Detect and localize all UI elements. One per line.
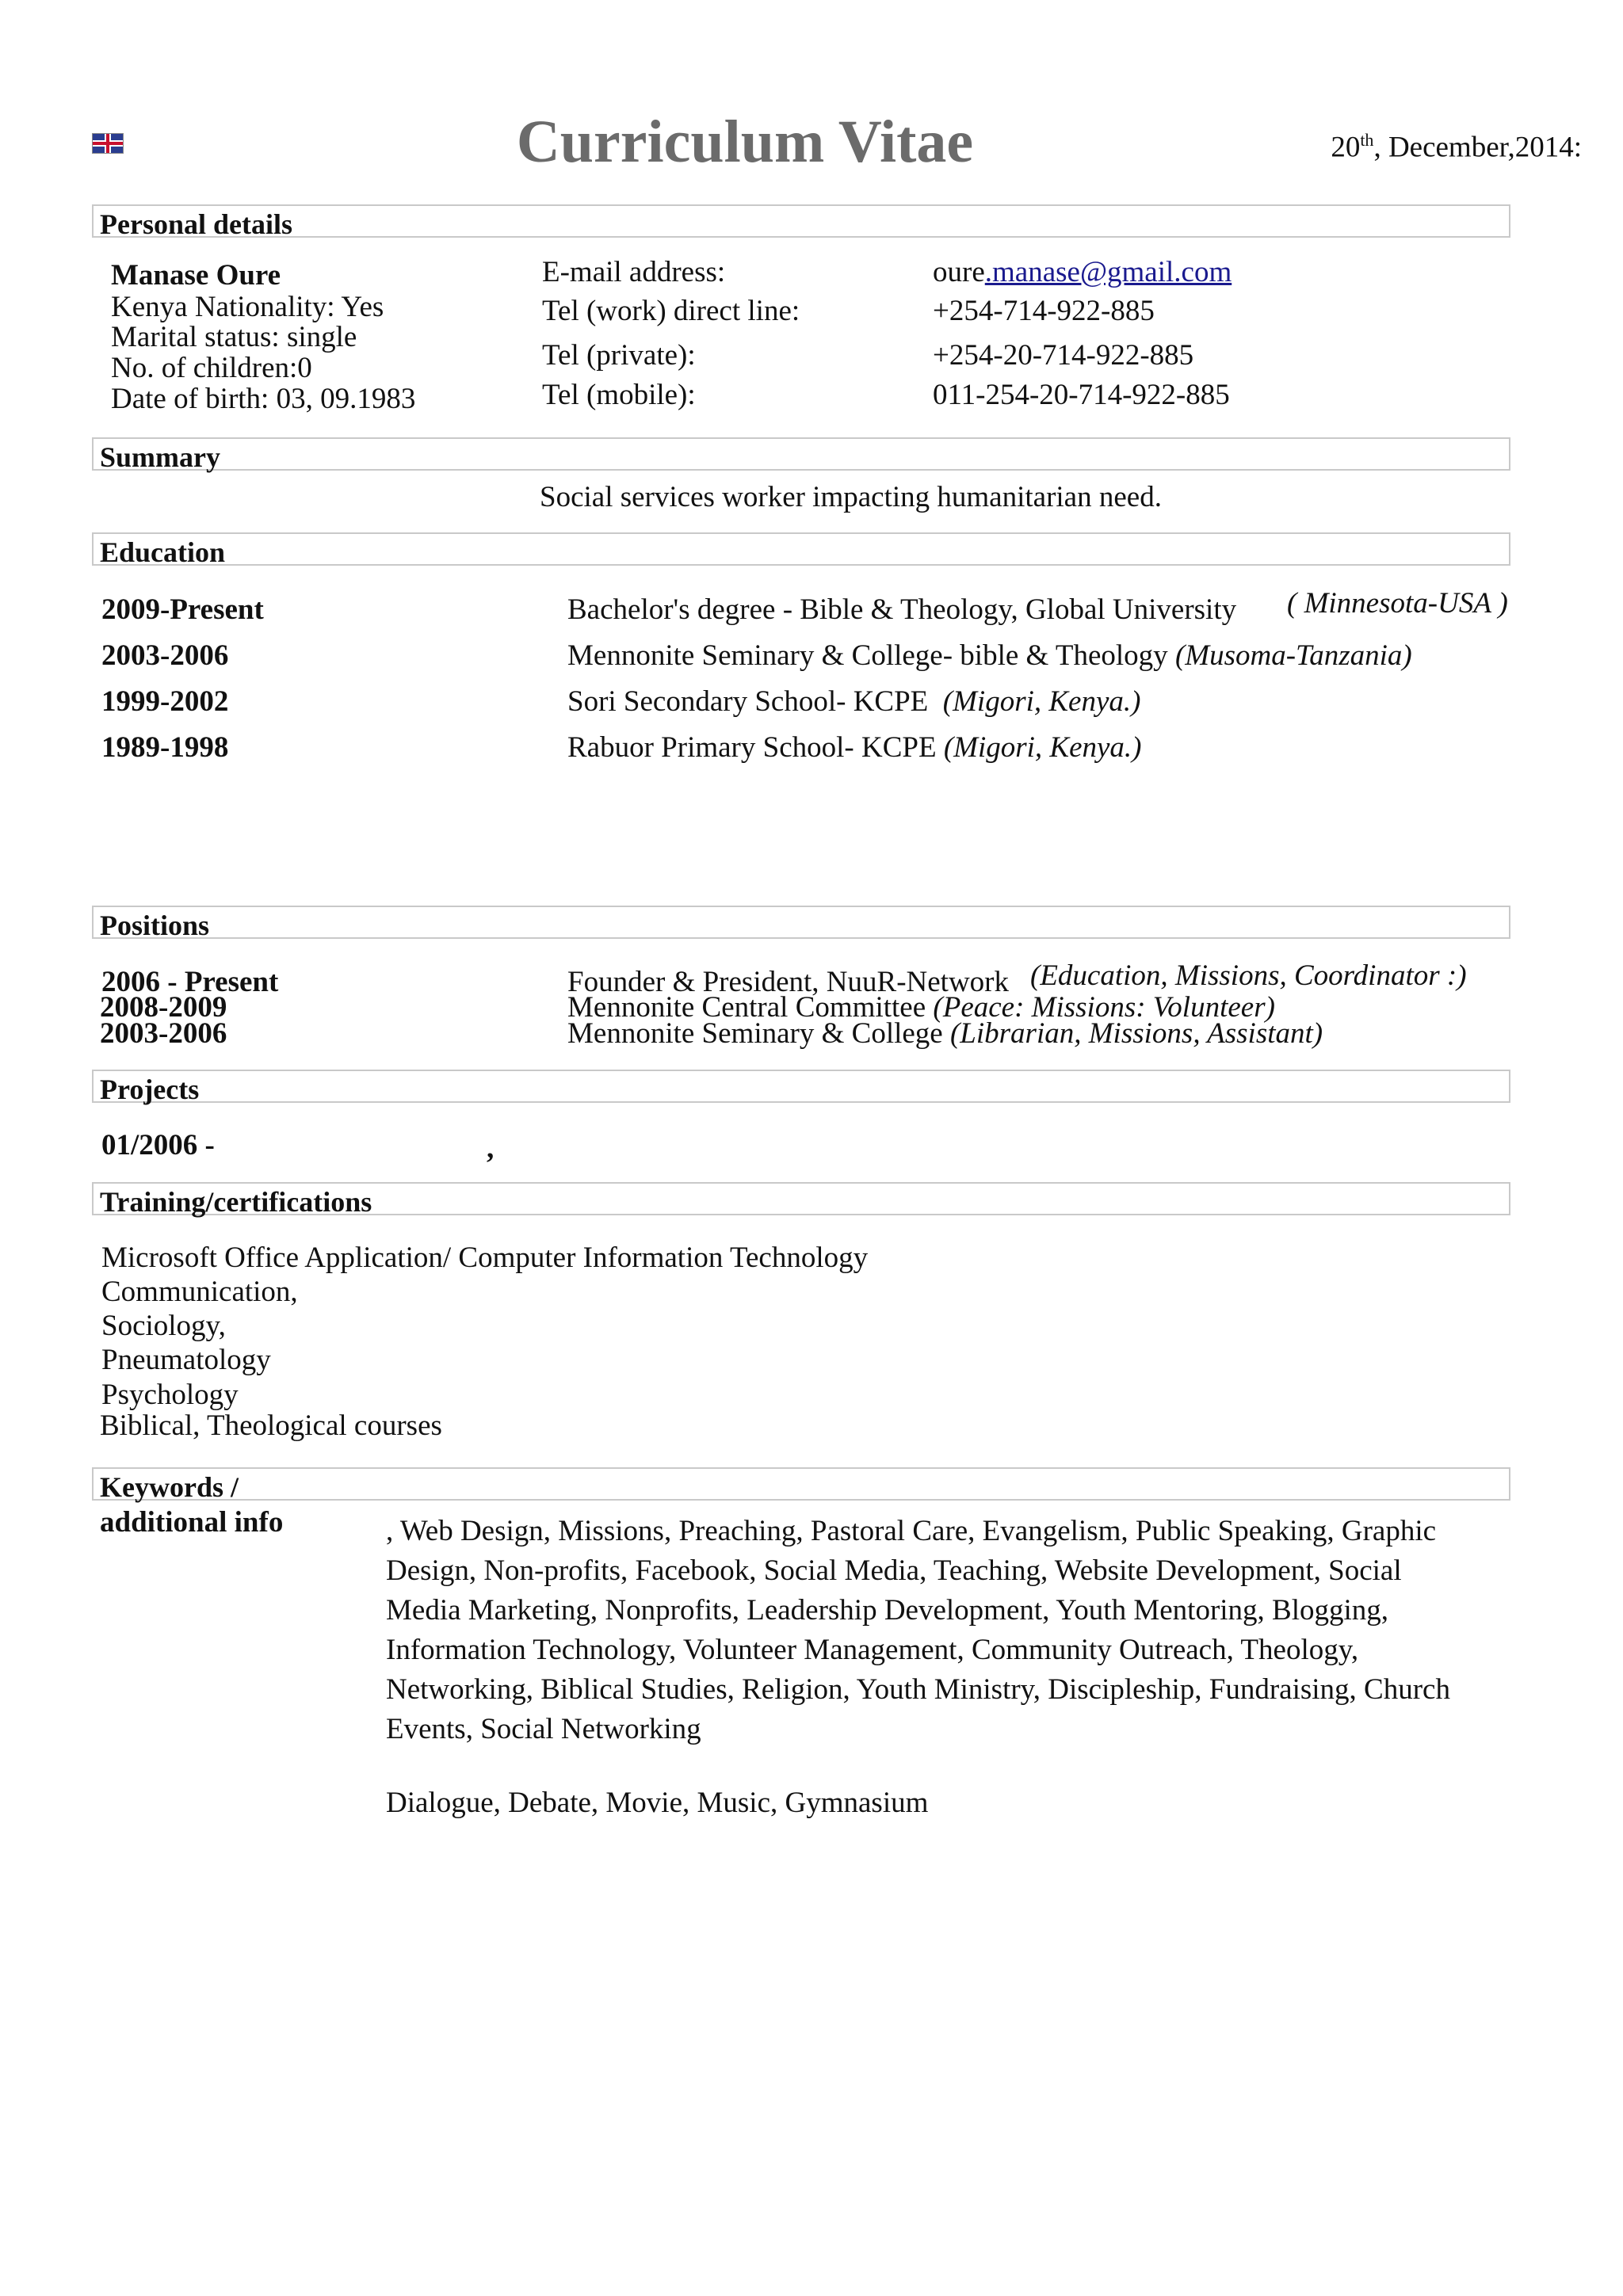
education-years: 2003-2006 <box>101 639 229 672</box>
document-title: Curriculum Vitae <box>516 109 974 175</box>
education-school: Rabuor Primary School- KCPE (Migori, Kenya.) <box>567 731 1142 764</box>
keywords-text: , Web Design, Missions, Preaching, Pastoral Care, Evangelism, Public Speaking, Graphic Design, Non-profits, Facebook, Social Media, Teaching, Website Development, Social Media Marketing, Nonprofits, Leadership Development, Youth Mentoring, Blogging, Information Technology, Volunteer Management, Community Outreach, Theology, Networking, Biblical Studies, Religion, Youth Ministry, Discipleship, Fundraising, Church Events, Social Networking <box>386 1515 1450 1745</box>
marital-status: Marital status: single <box>111 321 357 353</box>
tel-private-value: +254-20-714-922-885 <box>933 339 1194 372</box>
section-summary: Summary <box>92 437 1510 471</box>
keywords-subheading: additional info <box>100 1506 284 1539</box>
training-item: Communication, <box>101 1276 298 1308</box>
position-org: Founder & President, NuuR-Network <box>567 966 1009 998</box>
tel-work-label: Tel (work) direct line: <box>542 295 800 327</box>
position-years: 2003-2006 <box>100 1017 227 1050</box>
section-training: Training/certifications <box>92 1182 1510 1215</box>
section-projects: Projects <box>92 1070 1510 1103</box>
education-school: Mennonite Seminary & College- bible & Theology (Musoma-Tanzania) <box>567 639 1412 672</box>
document-date: 20th, December,2014: <box>1331 130 1582 164</box>
section-positions: Positions <box>92 906 1510 939</box>
training-item: Pneumatology <box>101 1344 271 1376</box>
position-org: Mennonite Seminary & College (Librarian, Missions, Assistant) <box>567 1017 1323 1050</box>
education-place: ( Minnesota-USA ) <box>1287 587 1508 620</box>
section-keywords: Keywords / <box>92 1467 1510 1501</box>
position-role: (Education, Missions, Coordinator :) <box>1030 959 1467 992</box>
children-count: No. of children:0 <box>111 352 312 384</box>
position-org: Mennonite Central Committee (Peace: Missions: Volunteer) <box>567 991 1275 1024</box>
education-years: 2009-Present <box>101 593 264 626</box>
education-school: Bachelor's degree - Bible & Theology, Global University <box>567 593 1237 626</box>
position-years: 2008-2009 <box>100 991 227 1024</box>
tel-mobile-value: 011-254-20-714-922-885 <box>933 379 1230 411</box>
training-item: Microsoft Office Application/ Computer Information Technology <box>101 1241 869 1274</box>
tel-private-label: Tel (private): <box>542 339 696 372</box>
project-date: 01/2006 - <box>101 1129 215 1161</box>
education-school: Sori Secondary School- KCPE (Migori, Kenya.) <box>567 685 1141 718</box>
section-personal-details: Personal details <box>92 204 1510 238</box>
summary-text: Social services worker impacting humanitarian need. <box>540 481 1162 513</box>
interests-text: Dialogue, Debate, Movie, Music, Gymnasium <box>386 1787 929 1819</box>
email-value: oure.manase@gmail.com <box>933 256 1232 288</box>
email-label: E-mail address: <box>542 256 726 288</box>
person-name: Manase Oure <box>111 259 281 292</box>
email-link[interactable]: .manase@gmail.com <box>984 256 1232 288</box>
training-item: Biblical, Theological courses <box>100 1409 442 1442</box>
date-of-birth: Date of birth: 03, 09.1983 <box>111 383 416 415</box>
nationality: Kenya Nationality: Yes <box>111 291 384 323</box>
section-education: Education <box>92 532 1510 566</box>
position-years: 2006 - Present <box>101 966 279 998</box>
education-years: 1999-2002 <box>101 685 229 718</box>
education-years: 1989-1998 <box>101 731 229 764</box>
training-item: Psychology <box>101 1379 239 1411</box>
tel-work-value: +254-714-922-885 <box>933 295 1155 327</box>
tel-mobile-label: Tel (mobile): <box>542 379 696 411</box>
project-comma: , <box>487 1132 495 1165</box>
training-item: Sociology, <box>101 1310 226 1342</box>
